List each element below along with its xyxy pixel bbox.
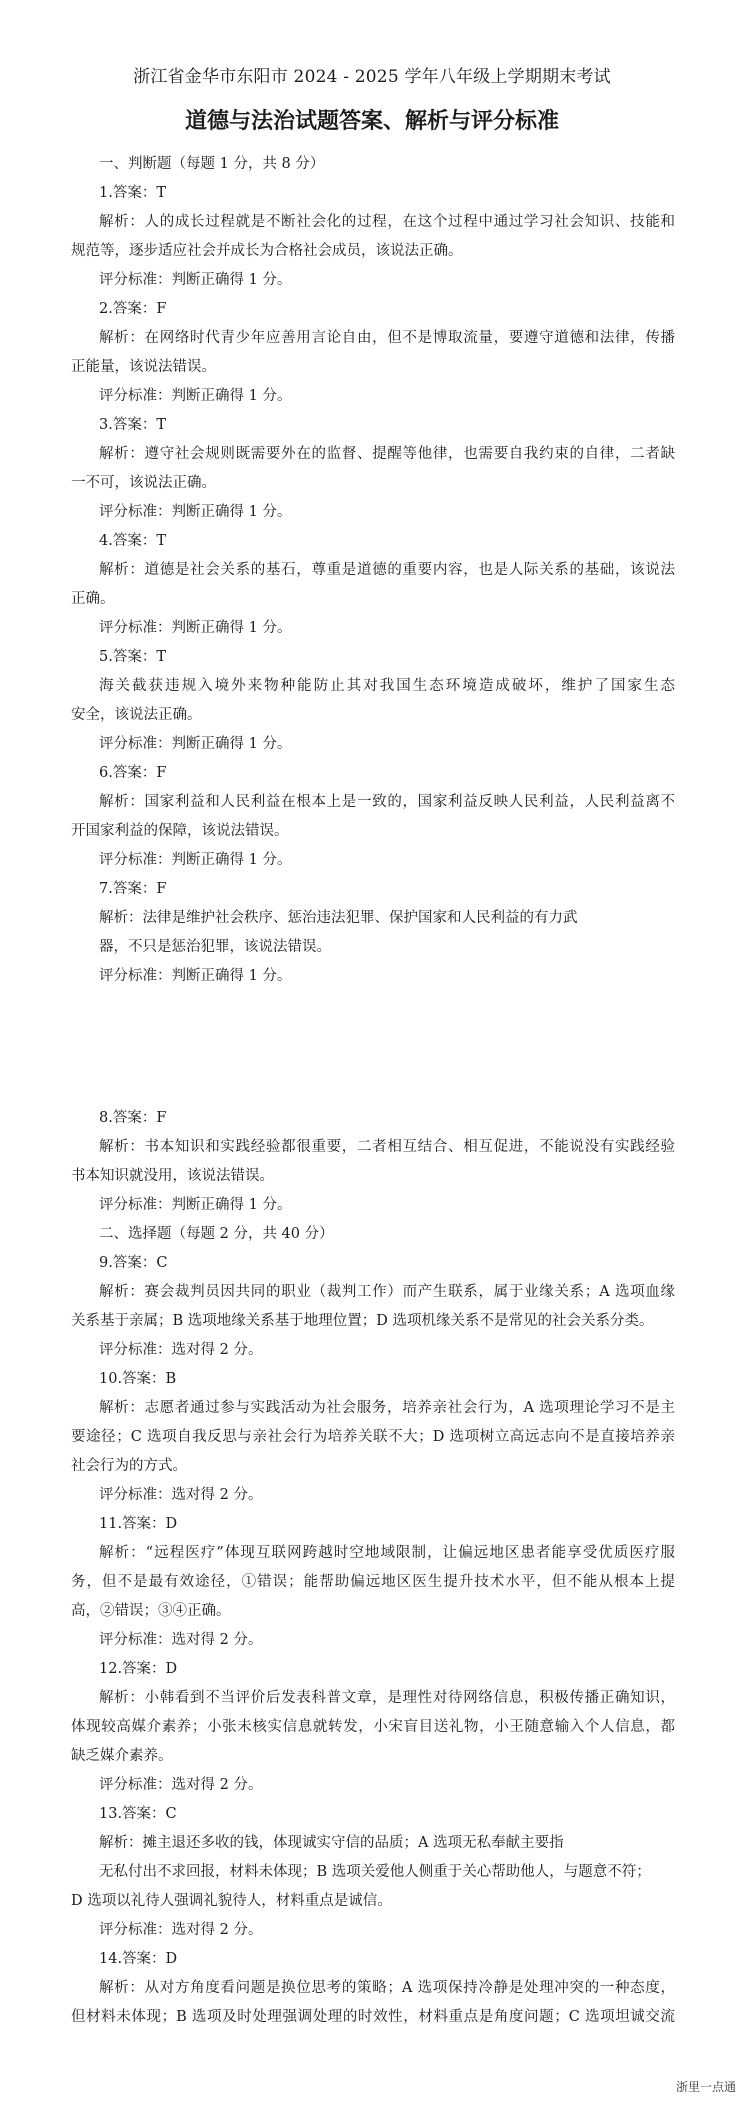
text-line: 但材料未体现；B 选项及时处理强调处理的时效性，材料重点是角度问题；C 选项坦诚交流 (71, 2009, 675, 2025)
exam-subtitle: 浙江省金华市东阳市 2024 - 2025 学年八年级上学期期末考试 (133, 67, 611, 87)
text-line: 评分标准：判断正确得 1 分。 (99, 968, 292, 984)
text-line: 11.答案：D (99, 1516, 178, 1532)
text-line: 4.答案：T (99, 533, 167, 549)
text-line: 2.答案：F (99, 301, 167, 317)
text-line: 关系基于亲属；B 选项地缘关系基于地理位置；D 选项机缘关系不是常见的社会关系分类。 (71, 1313, 654, 1329)
text-line: 安全，该说法正确。 (71, 707, 202, 723)
text-line: 12.答案：D (99, 1661, 178, 1677)
text-line: 评分标准：判断正确得 1 分。 (99, 1197, 292, 1213)
text-line: 体现较高媒介素养；小张未核实信息就转发，小宋盲目送礼物，小王随意输入个人信息，都 (71, 1719, 675, 1735)
text-line: 解析：人的成长过程就是不断社会化的过程，在这个过程中通过学习社会知识、技能和 (99, 214, 675, 230)
text-line: 评分标准：选对得 2 分。 (99, 1487, 263, 1503)
text-line: 9.答案：C (99, 1255, 168, 1271)
text-line: 海关截获违规入境外来物种能防止其对我国生态环境造成破坏，维护了国家生态 (99, 678, 675, 694)
text-line: 高，②错误；③④正确。 (71, 1603, 231, 1619)
text-line: 评分标准：选对得 2 分。 (99, 1922, 263, 1938)
text-line: 规范等，逐步适应社会并成长为合格社会成员，该说法正确。 (71, 243, 463, 259)
text-line: 缺乏媒介素养。 (71, 1748, 173, 1764)
text-line: 7.答案：F (99, 881, 167, 897)
page-one-content (71, 150, 675, 991)
text-line: 3.答案：T (99, 417, 167, 433)
text-line: 社会行为的方式。 (71, 1458, 187, 1474)
text-line: 务，但不是最有效途径，①错误；能帮助偏远地区医生提升技术水平，但不能从根本上提 (71, 1574, 675, 1590)
text-line: 正确。 (71, 591, 115, 607)
text-line: 书本知识就没用，该说法错误。 (71, 1168, 274, 1184)
text-line: 13.答案：C (99, 1806, 177, 1822)
text-line: 解析：法律是维护社会秩序、惩治违法犯罪、保护国家和人民利益的有力武 (99, 910, 578, 926)
text-line: 无私付出不求回报，材料未体现；B 选项关爱他人侧重于关心帮助他人，与题意不符； (99, 1864, 651, 1880)
text-line: 评分标准：选对得 2 分。 (99, 1632, 263, 1648)
text-line: 开国家利益的保障，该说法错误。 (71, 823, 289, 839)
text-line: 评分标准：判断正确得 1 分。 (99, 736, 292, 752)
text-line: 解析：赛会裁判员因共同的职业（裁判工作）而产生联系，属于业缘关系；A 选项血缘 (99, 1284, 675, 1300)
text-line: 14.答案：D (99, 1951, 178, 1967)
text-line: 6.答案：F (99, 765, 167, 781)
text-line: 解析：遵守社会规则既需要外在的监督、提醒等他律，也需要自我约束的自律，二者缺 (99, 446, 675, 462)
text-line: 评分标准：选对得 2 分。 (99, 1777, 263, 1793)
text-line: 一不可，该说法正确。 (71, 475, 216, 491)
text-line: 解析：小韩看到不当评价后发表科普文章，是理性对待网络信息，积极传播正确知识， (99, 1690, 675, 1706)
text-line: 解析：道德是社会关系的基石，尊重是道德的重要内容，也是人际关系的基础，该说法 (99, 562, 675, 578)
text-line: 正能量，该说法错误。 (71, 359, 216, 375)
text-line: 解析：从对方角度看问题是换位思考的策略；A 选项保持冷静是处理冲突的一种态度， (99, 1980, 675, 1996)
text-line: 解析：在网络时代青少年应善用言论自由，但不是博取流量，要遵守道德和法律，传播 (99, 330, 675, 346)
text-line: 二、选择题（每题 2 分，共 40 分） (99, 1226, 334, 1242)
watermark-footer: 浙里一点通 (675, 2080, 736, 2094)
document-title: 道德与法治试题答案、解析与评分标准 (184, 109, 559, 134)
text-line: 解析：志愿者通过参与实践活动为社会服务，培养亲社会行为，A 选项理论学习不是主 (99, 1400, 675, 1416)
text-line: 解析：摊主退还多收的钱，体现诚实守信的品质；A 选项无私奉献主要指 (99, 1835, 564, 1851)
text-line: 一、判断题（每题 1 分，共 8 分） (99, 156, 325, 172)
text-line: 评分标准：选对得 2 分。 (99, 1342, 263, 1358)
text-line: 评分标准：判断正确得 1 分。 (99, 504, 292, 520)
text-line: 解析：书本知识和实践经验都很重要，二者相互结合、相互促进，不能说没有实践经验 (99, 1139, 675, 1155)
text-line: D 选项以礼待人强调礼貌待人，材料重点是诚信。 (71, 1893, 392, 1909)
text-line: 评分标准：判断正确得 1 分。 (99, 388, 292, 404)
page-two-content (71, 1104, 675, 2032)
text-line: 器，不只是惩治犯罪，该说法错误。 (99, 939, 331, 955)
text-line: 解析：国家利益和人民利益在根本上是一致的，国家利益反映人民利益，人民利益离不 (99, 794, 675, 810)
text-line: 评分标准：判断正确得 1 分。 (99, 272, 292, 288)
text-line: 解析：“远程医疗”体现互联网跨越时空地域限制，让偏远地区患者能享受优质医疗服 (99, 1545, 675, 1561)
text-line: 5.答案：T (99, 649, 167, 665)
text-line: 要途径；C 选项自我反思与亲社会行为培养关联不大；D 选项树立高远志向不是直接培养亲 (71, 1429, 675, 1445)
text-line: 评分标准：判断正确得 1 分。 (99, 852, 292, 868)
text-line: 10.答案：B (99, 1371, 177, 1387)
text-line: 1.答案：T (99, 185, 167, 201)
text-line: 8.答案：F (99, 1110, 167, 1126)
text-line: 评分标准：判断正确得 1 分。 (99, 620, 292, 636)
